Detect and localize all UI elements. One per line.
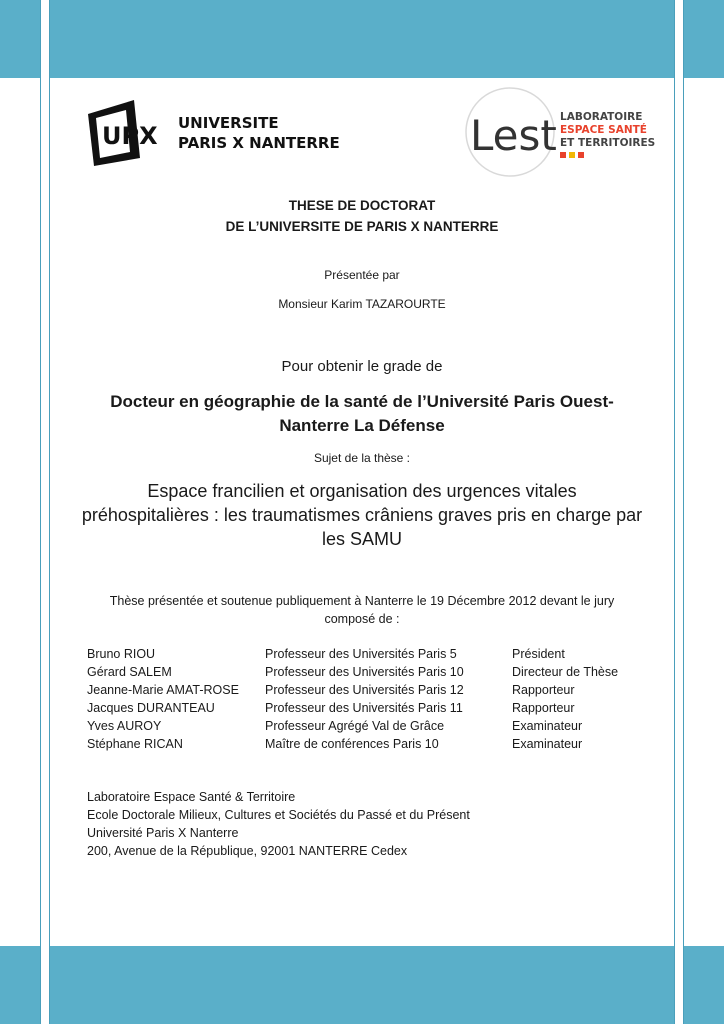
defense-line1: Thèse présentée et soutenue publiquement à Nanterre le 19 Décembre 2012 devant le jury: [109, 594, 615, 608]
degree-line2: Nanterre La Défense: [279, 416, 445, 435]
jury-row: [87, 663, 642, 681]
jury-role: Directeur de Thèse: [512, 665, 619, 679]
frame-line: [683, 0, 684, 1024]
top-band-right: [684, 0, 724, 78]
jury-role: Président: [512, 647, 565, 661]
jury-row: [87, 645, 642, 663]
upx-logo-line2: PARIS X NANTERRE: [178, 134, 340, 152]
top-band-left: [0, 0, 40, 78]
frame-line: [674, 0, 675, 1024]
thesis-title-line2: DE L’UNIVERSITE DE PARIS X NANTERRE: [225, 219, 499, 234]
upx-logo-mark: UPX: [102, 122, 158, 150]
upx-logo-line1: UNIVERSITE: [178, 114, 279, 132]
footer-line2: Ecole Doctorale Milieux, Cultures et Sociétés du Passé et du Présent: [87, 808, 470, 822]
jury-name: Yves AUROY: [87, 719, 162, 733]
subject-line3: les SAMU: [321, 529, 402, 549]
footer-line1: Laboratoire Espace Santé & Territoire: [87, 790, 296, 804]
lest-logo: [462, 84, 656, 180]
bottom-band-right: [684, 946, 724, 1024]
bottom-band-left: [0, 946, 40, 1024]
jury-name: Jacques DURANTEAU: [87, 701, 215, 715]
presented-by: Présentée par: [324, 268, 400, 282]
footer-line3: Université Paris X Nanterre: [87, 826, 239, 840]
subject-label: Sujet de la thèse :: [313, 451, 411, 465]
lab-address: [87, 788, 470, 860]
jury-role: Rapporteur: [512, 701, 575, 715]
lest-logo-line2: ESPACE SANTÉ: [560, 124, 647, 136]
jury-row: [87, 735, 642, 753]
degree-line1: Docteur en géographie de la santé de l’Université Paris Ouest-: [110, 392, 614, 411]
lest-logo-line1: LABORATOIRE: [560, 111, 643, 123]
lest-logo-line3: ET TERRITOIRES: [560, 137, 656, 149]
grade-intro: Pour obtenir le grade de: [281, 358, 443, 375]
jury-role: Examinateur: [512, 737, 583, 751]
footer-line4: 200, Avenue de la République, 92001 NANTERRE Cedex: [87, 844, 408, 858]
jury-title: Professeur des Universités Paris 10: [265, 665, 464, 679]
subject-line1: Espace francilien et organisation des urgences vitales: [147, 481, 577, 501]
jury-name: Bruno RIOU: [87, 647, 156, 661]
jury-name: Stéphane RICAN: [87, 737, 183, 751]
jury-row: [87, 699, 642, 717]
defense-line2: composé de :: [324, 612, 400, 626]
jury-list: [87, 645, 642, 753]
jury-title: Professeur des Universités Paris 11: [265, 701, 463, 715]
jury-name: Jeanne-Marie AMAT-ROSE: [87, 683, 239, 697]
jury-title: Professeur des Universités Paris 5: [265, 647, 457, 661]
author: Monsieur Karim TAZAROURTE: [278, 297, 446, 311]
jury-title: Maître de conférences Paris 10: [265, 737, 439, 751]
jury-row: [87, 681, 642, 699]
bottom-band-center: [50, 946, 674, 1024]
jury-name: Gérard SALEM: [87, 665, 172, 679]
jury-role: Examinateur: [512, 719, 583, 733]
top-band-center: [50, 0, 674, 78]
jury-title: Professeur des Universités Paris 12: [265, 683, 464, 697]
jury-title: Professeur Agrégé Val de Grâce: [265, 719, 445, 733]
subject-line2: préhospitalières : les traumatismes crâniens graves pris en charge par: [81, 505, 643, 525]
thesis-title-line1: THESE DE DOCTORAT: [288, 198, 436, 213]
jury-row: [87, 717, 642, 735]
jury-role: Rapporteur: [512, 683, 575, 697]
lest-logo-mark: Lest: [470, 111, 557, 160]
frame-line: [40, 0, 41, 1024]
upx-logo: [86, 96, 340, 168]
